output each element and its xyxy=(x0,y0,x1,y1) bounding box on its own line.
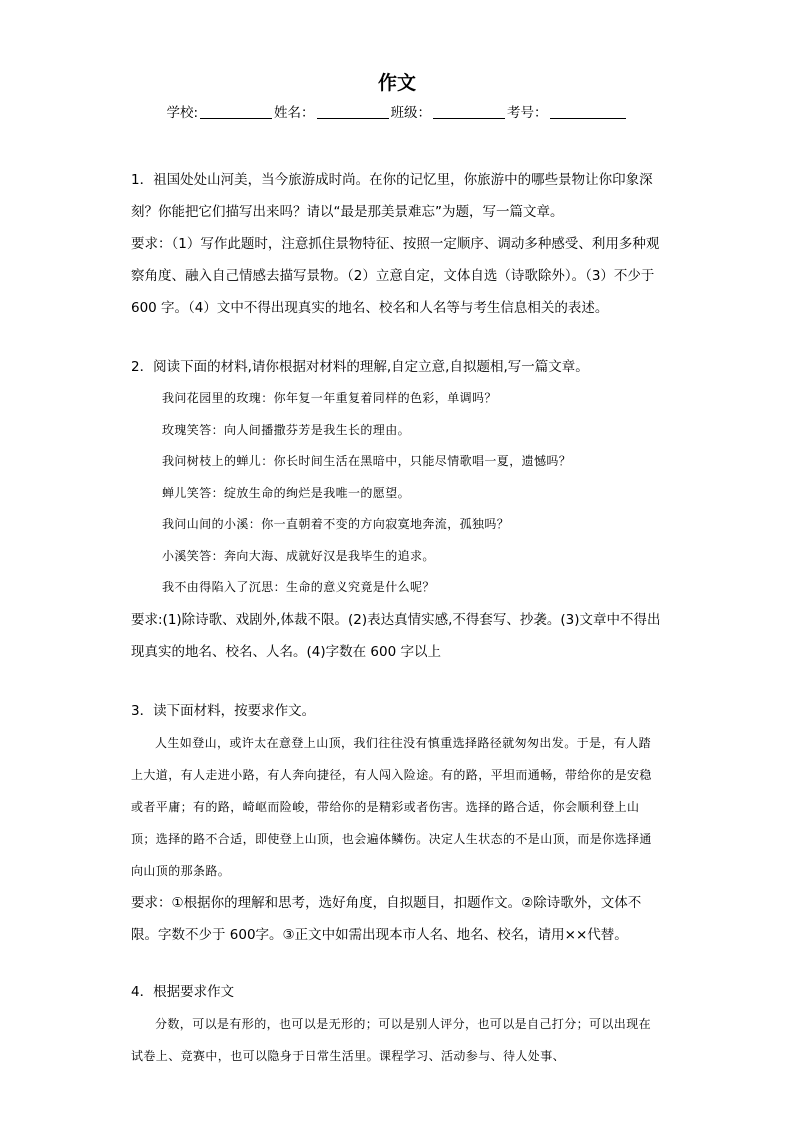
question-4-material: 分数，可以是有形的，也可以是无形的；可以是别人评分，也可以是自己打分；可以出现在试卷上、竞赛中，也可以隐身于日常生活里。课程学习、活动参与、待人处事、 xyxy=(131,1017,652,1063)
class-blank xyxy=(433,104,505,119)
question-1 xyxy=(131,164,663,324)
exam-no-blank xyxy=(550,104,626,119)
poem-line: 我不由得陷入了沉思：生命的意义究竟是什么呢？ xyxy=(162,580,435,594)
name-blank xyxy=(317,104,389,119)
poem-line: 玫瑰笑答：向人间播撒芬芳是我生长的理由。 xyxy=(162,422,411,437)
question-3 xyxy=(131,695,663,951)
poem-line: 小溪笑答：奔向大海、成就好汉是我毕生的追求。 xyxy=(162,548,435,563)
question-2-prompt: 2．阅读下面的材料,请你根据对材料的理解,自定立意,自拟题相,写一篇文章。 xyxy=(131,359,589,375)
question-1-prompt: 1．祖国处处山河美，当今旅游成时尚。在你的记忆里，你旅游中的哪些景物让你印象深刻？你能把它们描写出来吗？请以“最是那美景难忘”为题，写一篇文章。 xyxy=(131,172,653,220)
question-3-prompt: 3．读下面材料，按要求作文。 xyxy=(131,703,316,719)
question-2-requirement: 要求:(1)除诗歌、戏剧外,体裁不限。(2)表达真情实感,不得套写、抄袭。(3)文章中不得出现真实的地名、校名、人名。(4)字数在 600 字以上 xyxy=(131,611,661,660)
question-3-requirement: 要求：①根据你的理解和思考，选好角度，自拟题目，扣题作文。②除诗歌外，文体不限。字数不少于 600字。③正文中如需出现本市人名、地名、校名，请用××代替。 xyxy=(131,895,642,943)
question-4-prompt: 4．根据要求作文 xyxy=(131,984,235,1000)
name-label: 姓名： xyxy=(274,105,315,121)
school-label: 学校: xyxy=(166,105,199,121)
exam-no-label: 考号： xyxy=(507,105,548,121)
question-1-requirement: 要求：（1）写作此题时，注意抓住景物特征、按照一定顺序、调动多种感受、利用多种观察角度、融入自己情感去描写景物。（2）立意自定，文体自选（诗歌除外）。（3）不少于 600 字。（4）文中不得出现真实的地名、校名和人名等与考生信息相关的表述。 xyxy=(131,236,660,316)
page-title: 作文 xyxy=(377,72,416,94)
question-4 xyxy=(131,976,663,1072)
student-info-line xyxy=(0,101,794,121)
poem-line: 我问山间的小溪：你一直朝着不变的方向寂寞地奔流，孤独吗？ xyxy=(162,517,510,531)
question-3-material: 人生如登山，或许太在意登上山顶，我们往往没有慎重选择路径就匆匆出发。于是，有人踏上大道，有人走进小路，有人奔向捷径，有人闯入险途。有的路，平坦而通畅，带给你的是安稳或者平庸；有的路，崎岖而险峻，带给你的是精彩或者伤害。选择的路合适，你会顺利登上山顶；选择的路不合适，即使登上山顶，也会遍体鳞伤。决定人生状态的不是山顶，而是你选择通向山顶的那条路。 xyxy=(131,736,652,878)
class-label: 班级： xyxy=(390,105,432,121)
question-2-poem xyxy=(131,383,663,604)
question-2 xyxy=(131,351,663,668)
poem-line: 我问花园里的玫瑰：你年复一年重复着同样的色彩，单调吗？ xyxy=(162,391,497,405)
school-blank xyxy=(200,104,272,119)
poem-line: 蝉儿笑答：绽放生命的绚烂是我唯一的愿望。 xyxy=(162,485,411,500)
poem-line: 我问树枝上的蝉儿：你长时间生活在黑暗中，只能尽情歌唱一夏，遗憾吗？ xyxy=(162,454,572,468)
